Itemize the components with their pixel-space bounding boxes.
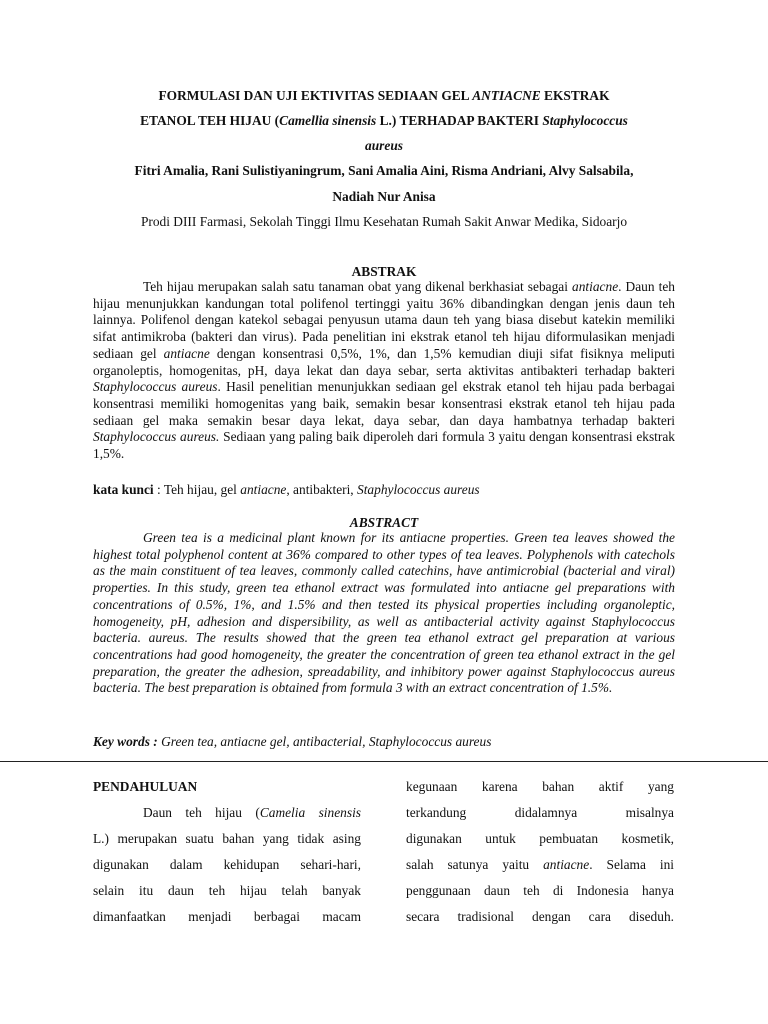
body-line: L.) merupakan suatu bahan yang tidak asing xyxy=(93,831,361,846)
right-column xyxy=(406,774,674,930)
body-line: terkandung didalamnya misalnya xyxy=(406,805,674,820)
kata-kunci: kata kunci : Teh hijau, gel antiacne, antibakteri, Staphylococcus aureus xyxy=(93,482,480,497)
body-line: salah satunya yaitu antiacne. Selama ini xyxy=(406,857,674,872)
authors-line-2: Nadiah Nur Anisa xyxy=(332,189,436,204)
abstract-paragraph: Green tea is a medicinal plant known for its antiacne properties. Green tea leaves showed the highest total polyphenol content at 36% compared to other types of tea leaves. Polyphenols with catechols as the main constituent of tea leaves, commonly called catechins, have antimicrobial (bacterial and viral) properties. In this study, green tea ethanol extract was formulated into antiacne gel preparations with concentrations of 0.5%, 1%, and 1.5% and then tested its physical properties including organoleptic, homogeneity, pH, adhesion and dispersibility, as well as antibacterial activity against Staphylococcus bacteria. aureus. The results showed that the green tea ethanol extract gel preparation at various concentrations had good homogeneity, the greater the concentration of green tea ethanol extract in the gel preparation, the greater the adhesion, spreadability, and inhibitory power against Staphylococcus aureus bacteria. The best preparation is obtained from formula 3 with an extract concentration of 1.5%. xyxy=(93,530,675,696)
body-line: digunakan dalam kehidupan sehari-hari, xyxy=(93,857,361,872)
abstract-heading: ABSTRACT xyxy=(349,515,419,530)
body-line: digunakan untuk pembuatan kosmetik, xyxy=(406,831,674,846)
title-line-2: ETANOL TEH HIJAU (Camellia sinensis L.) TERHADAP BAKTERI Staphylococcus xyxy=(140,113,628,128)
body-line: kegunaan karena bahan aktif yang xyxy=(406,779,674,794)
body-line: secara tradisional dengan cara diseduh. xyxy=(406,909,674,924)
left-column xyxy=(93,774,361,930)
section-heading: PENDAHULUAN xyxy=(93,779,198,794)
abstrak-body xyxy=(93,279,675,463)
title-line-1: FORMULASI DAN UJI EKTIVITAS SEDIAAN GEL ANTIACNE EKSTRAK xyxy=(158,88,610,103)
key-words: Key words : Green tea, antiacne gel, antibacterial, Staphylococcus aureus xyxy=(93,734,492,749)
abstrak-heading: ABSTRAK xyxy=(351,264,417,279)
abstract-body xyxy=(93,530,675,697)
body-line: penggunaan daun teh di Indonesia hanya xyxy=(406,883,674,898)
abstrak-paragraph: Teh hijau merupakan salah satu tanaman obat yang dikenal berkhasiat sebagai antiacne. Daun teh hijau menunjukkan kandungan total polifenol tertinggi yaitu 36% dibandingkan dengan jenis daun teh lainnya. Polifenol dengan katekol sebagai penyusun utama daun teh yang biasa disebut katekin memiliki sifat antimikroba (bakteri dan virus). Pada penelitian ini ekstrak etanol teh hijau diformulasikan menjadi sediaan gel antiacne dengan konsentrasi 0,5%, 1%, dan 1,5% kemudian diuji sifat fisiknya meliputi organoleptis, homogenitas, pH, daya lekat dan daya sebar, serta aktivitas antibakteri terhadap bakteri Staphylococcus aureus. Hasil penelitian menunjukkan sediaan gel ekstrak etanol teh hijau pada berbagai konsentrasi memiliki homogenitas yang baik, semakin besar konsentrasi ekstrak etanol teh hijau pada sediaan gel maka semakin besar daya lekat, daya sebar, dan daya hambatnya terhadap bakteri Staphylococcus aureus. Sediaan yang paling baik diperoleh dari formula 3 yaitu dengan konsentrasi ekstrak 1,5%. xyxy=(93,279,675,462)
body-line: selain itu daun teh hijau telah banyak xyxy=(93,883,361,898)
section-divider xyxy=(0,761,768,762)
body-line: Daun teh hijau (Camelia sinensis xyxy=(143,805,361,820)
body-line: dimanfaatkan menjadi berbagai macam xyxy=(93,909,361,924)
affiliation: Prodi DIII Farmasi, Sekolah Tinggi Ilmu Kesehatan Rumah Sakit Anwar Medika, Sidoarjo xyxy=(140,214,628,229)
authors-line-1: Fitri Amalia, Rani Sulistiyaningrum, Sani Amalia Aini, Risma Andriani, Alvy Salsabila, xyxy=(134,163,634,178)
title-line-3: aureus xyxy=(365,138,403,153)
